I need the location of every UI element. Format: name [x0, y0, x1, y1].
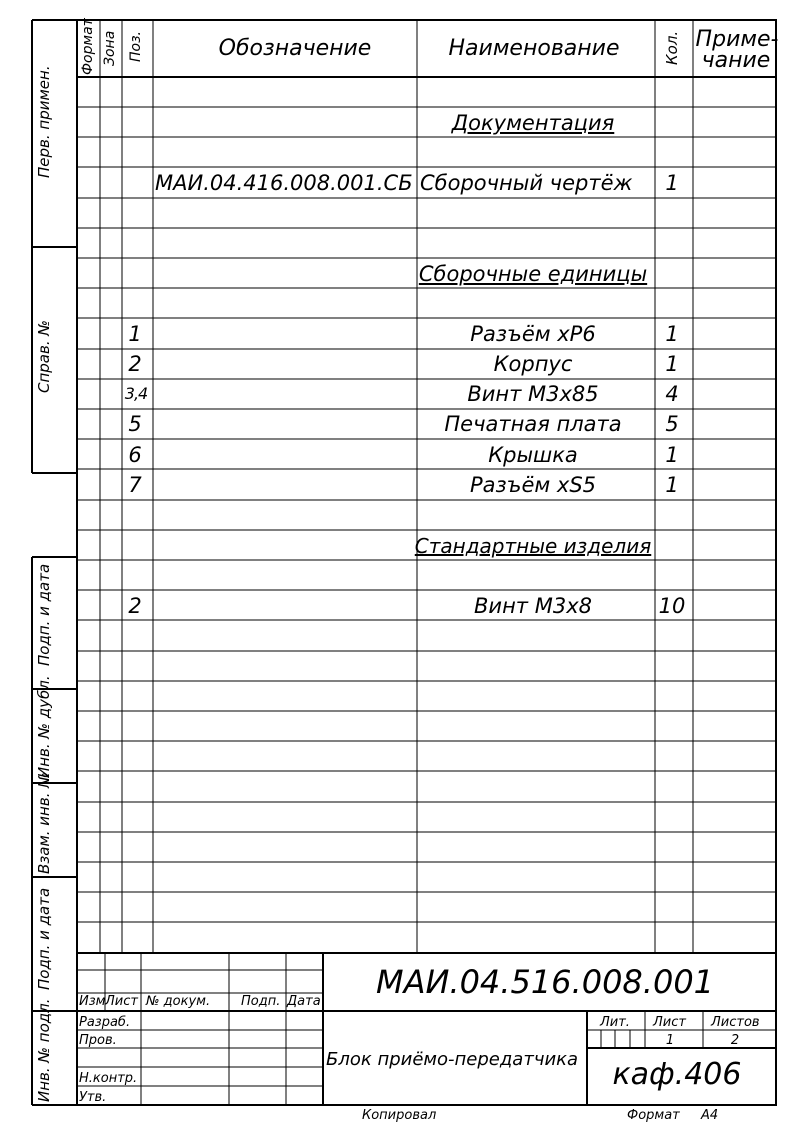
- tb-role-utv: Утв.: [79, 1090, 107, 1105]
- footer-copied: Копировал: [362, 1108, 437, 1123]
- item-pos: 5: [128, 412, 142, 436]
- side-label-sprav-no: Справ. №: [35, 320, 53, 393]
- item-qty: 1: [665, 322, 679, 346]
- tb-role-n-kontr: Н.контр.: [79, 1071, 138, 1086]
- tb-organization: каф.406: [612, 1057, 742, 1092]
- doc-qty: 1: [665, 171, 679, 195]
- item-qty: 1: [665, 352, 679, 376]
- header-zona: Зона: [102, 30, 118, 66]
- item-qty: 1: [665, 473, 679, 497]
- header-primechanie-1: Приме-: [695, 27, 779, 52]
- tb-col-list: Лист: [105, 994, 138, 1009]
- header-kol: Кол.: [663, 30, 681, 65]
- tb-listov-value: 2: [730, 1033, 740, 1048]
- item-pos: 1: [128, 322, 142, 346]
- header-format: Формат: [80, 18, 96, 75]
- side-label-vzam-inv-no: Взам. инв. №: [35, 772, 53, 874]
- item-qty: 1: [665, 443, 679, 467]
- std-pos: 2: [128, 594, 142, 618]
- item-name: Разъём xP6: [470, 322, 596, 346]
- tb-col-no-dokum: № докум.: [146, 994, 211, 1009]
- header-oboznachenie: Обозначение: [218, 36, 372, 61]
- item-name: Корпус: [493, 352, 573, 376]
- tb-lit-label: Лит.: [600, 1015, 630, 1030]
- doc-name: Сборочный чертёж: [420, 171, 633, 195]
- doc-designation: МАИ.04.416.008.001.СБ: [155, 171, 413, 195]
- tb-list-value: 1: [665, 1033, 675, 1048]
- item-name: Печатная плата: [444, 412, 622, 436]
- item-pos: 6: [128, 443, 142, 467]
- header-poz: Поз.: [128, 31, 144, 62]
- item-name: Крышка: [488, 443, 578, 467]
- tb-col-data: Дата: [287, 994, 321, 1009]
- header-naimenovanie: Наименование: [448, 36, 620, 61]
- header-primechanie-2: чание: [701, 48, 771, 73]
- tb-role-prov: Пров.: [79, 1033, 117, 1048]
- item-pos: 3,4: [124, 384, 148, 403]
- tb-col-izm: Изм: [79, 994, 106, 1009]
- section-standard-items: Стандартные изделия: [414, 534, 652, 558]
- footer-format-label: Формат: [627, 1108, 680, 1123]
- item-name: Винт М3х85: [467, 382, 599, 406]
- item-qty: 4: [665, 382, 679, 406]
- std-qty: 10: [658, 594, 686, 618]
- tb-role-razrab: Разраб.: [79, 1015, 131, 1030]
- tb-product-name: Блок приёмо-передатчика: [326, 1049, 579, 1070]
- side-label-podp-data-bottom: Подп. и дата: [35, 887, 53, 990]
- tb-col-podp: Подп.: [241, 994, 281, 1009]
- tb-list-label: Лист: [653, 1015, 686, 1030]
- std-name: Винт М3х8: [474, 594, 592, 618]
- item-qty: 5: [665, 412, 679, 436]
- item-name: Разъём xS5: [469, 473, 597, 497]
- side-label-podp-data-top: Подп. и дата: [35, 563, 53, 666]
- side-label-inv-no-dubl: Инв. № дубл.: [35, 675, 53, 778]
- footer-format-value: А4: [701, 1108, 719, 1123]
- side-label-inv-no-podl: Инв. № подл.: [35, 998, 53, 1102]
- section-documentation: Документация: [451, 111, 615, 135]
- section-assembly-units: Сборочные единицы: [418, 262, 648, 286]
- item-pos: 7: [128, 473, 142, 497]
- title-designation: МАИ.04.516.008.001: [375, 963, 715, 1001]
- side-label-perv-primen: Перв. примен.: [35, 65, 53, 178]
- tb-listov-label: Листов: [711, 1015, 760, 1030]
- item-pos: 2: [128, 352, 142, 376]
